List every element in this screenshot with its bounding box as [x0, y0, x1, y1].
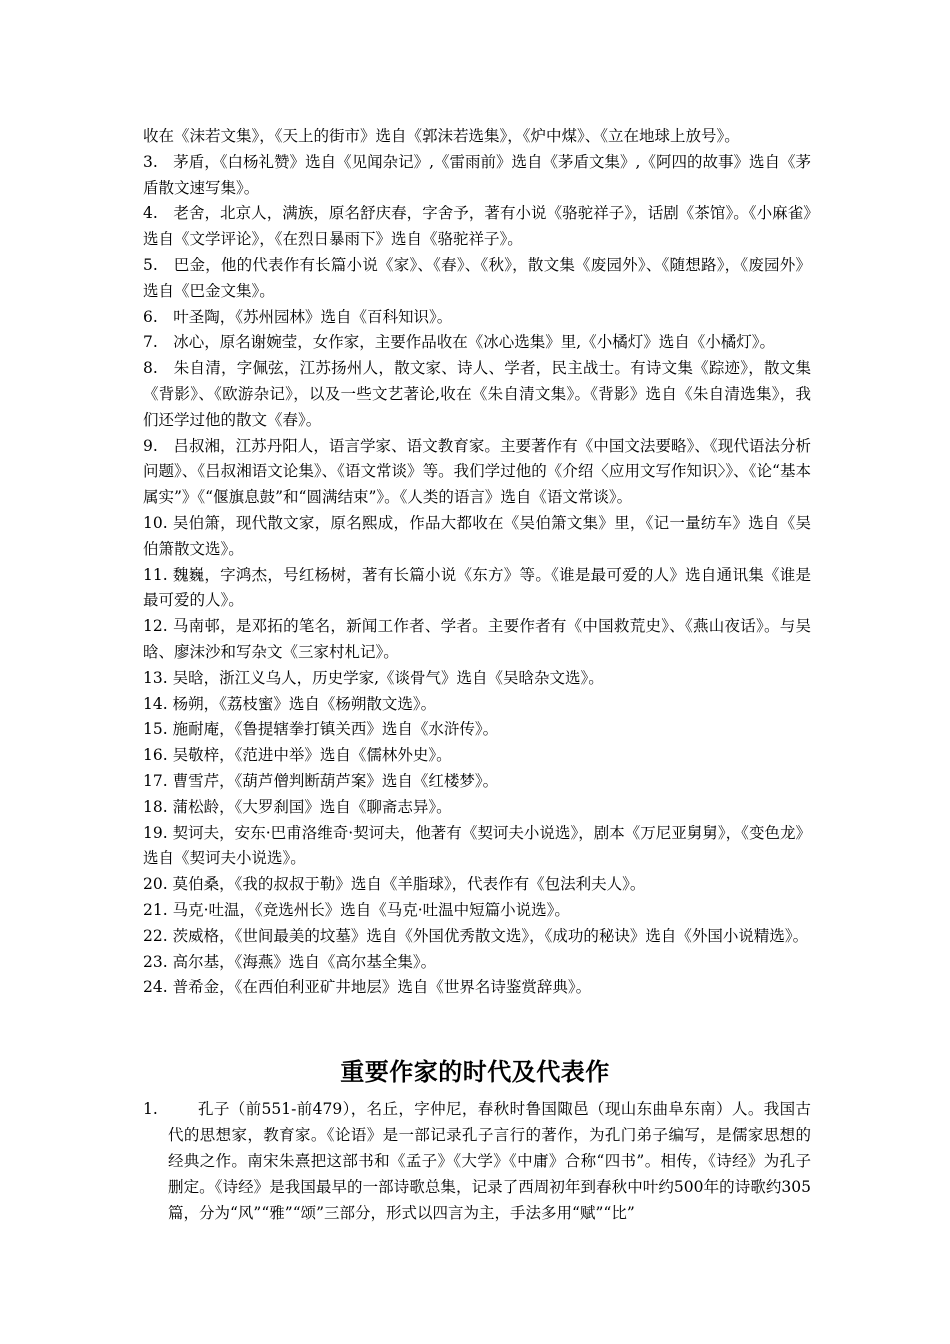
list-item: 11. 魏巍，字鸿杰，号红杨树，著有长篇小说《东方》等。《谁是最可爱的人》选自通讯集《谁是最可爱的人》。 [143, 565, 811, 610]
list-item-number: 1. [143, 1100, 158, 1118]
important-authors-list [143, 1096, 811, 1226]
list-item: 收在《沫若文集》，《天上的街市》选自《郭沫若选集》，《炉中煤》、《立在地球上放号》。 [143, 127, 740, 145]
list-item: 5. 巴金，他的代表作有长篇小说《家》、《春》、《秋》，散文集《废园外》、《随想路》，《废园外》选自《巴金文集》。 [143, 255, 811, 300]
list-item: 7. 冰心，原名谢婉莹，女作家，主要作品收在《冰心选集》里,《小橘灯》选自《小橘灯》。 [143, 333, 775, 352]
list-item: 4. 老舍，北京人，满族，原名舒庆春，字舍予，著有小说《骆驼祥子》，话剧《茶馆》。《小麻雀》选自《文学评论》，《在烈日暴雨下》选自《骆驼祥子》。 [143, 204, 811, 249]
list-item: 10. 吴伯箫，现代散文家，原名熙成，作品大都收在《吴伯箫文集》里，《记一量纺车》选自《吴伯箫散文选》。 [143, 513, 811, 558]
list-item: 9. 吕叔湘，江苏丹阳人，语言学家、语文教育家。主要著作有《中国文法要略》、《现代语法分析问题》、《吕叔湘语文论集》、《语文常谈》等。我们学过他的《介绍〈应用文写作知识〉》、《论“基本属实”》《“偃旗息鼓”和“圆满结束”》。《人类的语言》选自《语文常谈》。 [143, 436, 811, 507]
list-item: 20. 莫伯桑，《我的叔叔于勒》选自《羊脂球》，代表作有《包法利夫人》。 [143, 875, 646, 894]
list-item: 22. 茨威格，《世间最美的坟墓》选自《外国优秀散文选》，《成功的秘诀》选自《外国小说精选》。 [143, 926, 809, 945]
author-works-list [143, 124, 811, 1001]
list-item: 13. 吴晗，浙江义乌人，历史学家,《谈骨气》选自《吴晗杂文选》。 [143, 668, 604, 687]
list-item: 17. 曹雪芹，《葫芦僧判断葫芦案》选自《红楼梦》。 [143, 771, 499, 790]
list-item: 12. 马南邨，是邓拓的笔名，新闻工作者、学者。主要作者有《中国救荒史》、《燕山夜话》。与吴晗、廖沫沙和写杂文《三家村札记》。 [143, 617, 811, 661]
list-item: 19. 契诃夫，安东·巴甫洛维奇·契诃夫，他著有《契诃夫小说选》，剧本《万尼亚舅舅》，《变色龙》选自《契诃夫小说选》。 [143, 823, 811, 868]
list-item: 24. 普希金，《在西伯利亚矿井地层》选自《世界名诗鉴赏辞典》。 [143, 978, 592, 997]
list-item: 15. 施耐庵，《鲁提辖拳打镇关西》选自《水浒传》。 [143, 720, 499, 739]
list-item: 6. 叶圣陶，《苏州园林》选自《百科知识》。 [143, 307, 453, 326]
list-item: 14. 杨朔，《荔枝蜜》选自《杨朔散文选》。 [143, 694, 437, 713]
list-item: 23. 高尔基，《海燕》选自《高尔基全集》。 [143, 952, 437, 971]
list-item [143, 1096, 811, 1226]
list-item-text: 孔子（前551-前479），名丘，字仲尼，春秋时鲁国陬邑（现山东曲阜东南）人。我国古代的思想家，教育家。《论语》是一部记录孔子言行的著作，为孔门弟子编写，是儒家思想的经典之作。南宋朱熹把这部书和《孟子》《大学》《中庸》合称“四书”。相传，《诗经》为孔子删定。《诗经》是我国最早的一部诗歌总集，记录了西周初年到春秋中叶约500年的诗歌约305篇，分为“风”“雅”“颂”三部分，形式以四言为主，手法多用“赋”“比” [168, 1100, 811, 1222]
list-item: 18. 蒲松龄，《大罗刹国》选自《聊斋志异》。 [143, 797, 452, 816]
list-item: 16. 吴敬梓，《范进中举》选自《儒林外史》。 [143, 746, 452, 765]
list-item: 8. 朱自清，字佩弦，江苏扬州人，散文家、诗人、学者，民主战士。有诗文集《踪迹》，散文集《背影》、《欧游杂记》，以及一些文艺著论,收在《朱自清文集》。《背影》选自《朱自清选集》，我们还学过他的散文《春》。 [143, 359, 811, 429]
list-item: 3. 茅盾，《白杨礼赞》选自《见闻杂记》,《雷雨前》选自《茅盾文集》,《阿四的故事》选自《茅盾散文速写集》。 [143, 152, 811, 197]
section-title: 重要作家的时代及代表作 [340, 1058, 610, 1086]
list-item: 21. 马克·吐温，《竞选州长》选自《马克·吐温中短篇小说选》。 [143, 900, 570, 919]
